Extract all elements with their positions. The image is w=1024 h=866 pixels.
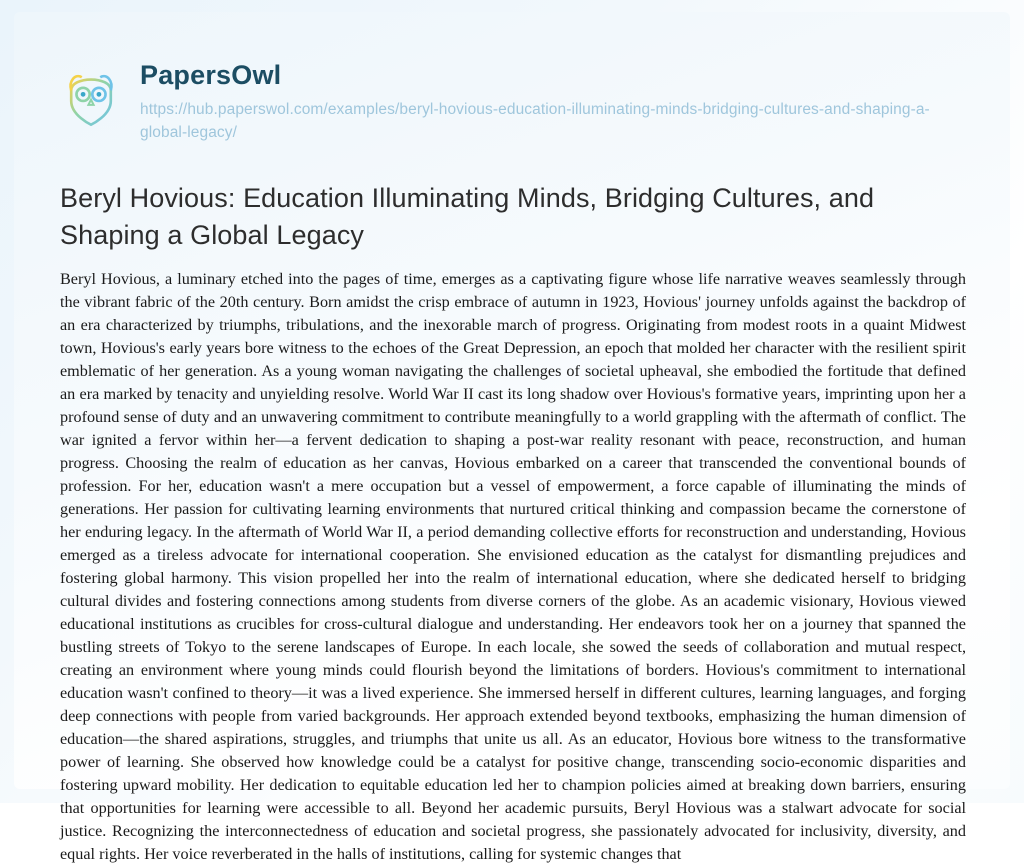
logo-container[interactable] xyxy=(48,60,134,130)
owl-logo-icon xyxy=(58,64,124,130)
site-header xyxy=(48,60,970,144)
article-body: Beryl Hovious, a luminary etched into the pages of time, emerges as a captivating figure whose life narrative weaves seamlessly through the vibrant fabric of the 20th century. Born amidst the crisp embrace of autumn in 1923, Hovious' journey unfolds against the backdrop of an era characterized by triumphs, tribulations, and the inexorable march of progress. Originating from modest roots in a quaint Midwest town, Hovious's early years bore witness to the echoes of the Great Depression, an epoch that molded her character with the resilient spirit emblematic of her generation. As a young woman navigating the challenges of societal upheaval, she embodied the fortitude that defined an era marked by tenacity and unyielding resolve. World War II cast its long shadow over Hovious's formative years, imprinting upon her a profound sense of duty and an unwavering commitment to contribute meaningfully to a world grappling with the aftermath of conflict. The war ignited a fervor within her—a fervent dedication to shaping a post-war reality resonant with peace, reconstruction, and human progress. Choosing the realm of education as her canvas, Hovious embarked on a career that transcended the conventional bounds of profession. For her, education wasn't a mere occupation but a vessel of empowerment, a force capable of illuminating the minds of generations. Her passion for cultivating learning environments that nurtured critical thinking and compassion became the cornerstone of her enduring legacy. In the aftermath of World War II, a period demanding collective efforts for reconstruction and understanding, Hovious emerged as a tireless advocate for international cooperation. She envisioned education as the catalyst for dismantling prejudices and fostering global harmony. This vision propelled her into the realm of international education, where she dedicated herself to bridging cultural divides and fostering connections among students from diverse corners of the globe. As an academic visionary, Hovious viewed educational institutions as crucibles for cross-cultural dialogue and understanding. Her endeavors took her on a journey that spanned the bustling streets of Tokyo to the serene landscapes of Europe. In each locale, she sowed the seeds of collaboration and mutual respect, creating an environment where young minds could flourish beyond the limitations of borders. Hovious's commitment to international education wasn't confined to theory—it was a lived experience. She immersed herself in different cultures, learning languages, and forging deep connections with people from varied backgrounds. Her approach extended beyond textbooks, emphasizing the human dimension of education—the shared aspirations, struggles, and triumphs that unite us all. As an educator, Hovious bore witness to the transformative power of learning. She observed how knowledge could be a catalyst for positive change, transcending socio-economic disparities and fostering upward mobility. Her dedication to equitable education led her to champion policies aimed at breaking down barriers, ensuring that opportunities for learning were accessible to all. Beyond her academic pursuits, Beryl Hovious was a stalwart advocate for social justice. Recognizing the interconnectedness of education and societal progress, she passionately advocated for inclusivity, diversity, and equal rights. Her voice reverberated in the halls of institutions, calling for systemic changes that xyxy=(60,270,971,863)
document-sheet xyxy=(14,12,1010,863)
page-title: Beryl Hovious: Education Illuminating Minds, Bridging Cultures, and Shaping a Global Legacy xyxy=(60,183,875,251)
brand-block xyxy=(134,60,970,144)
brand-name: PapersOwl xyxy=(140,60,282,90)
source-url[interactable]: https://hub.paperswol.com/examples/beryl-hovious-education-illuminating-minds-bridging-cultures-and-shaping-a-global-legacy/ xyxy=(140,101,930,141)
